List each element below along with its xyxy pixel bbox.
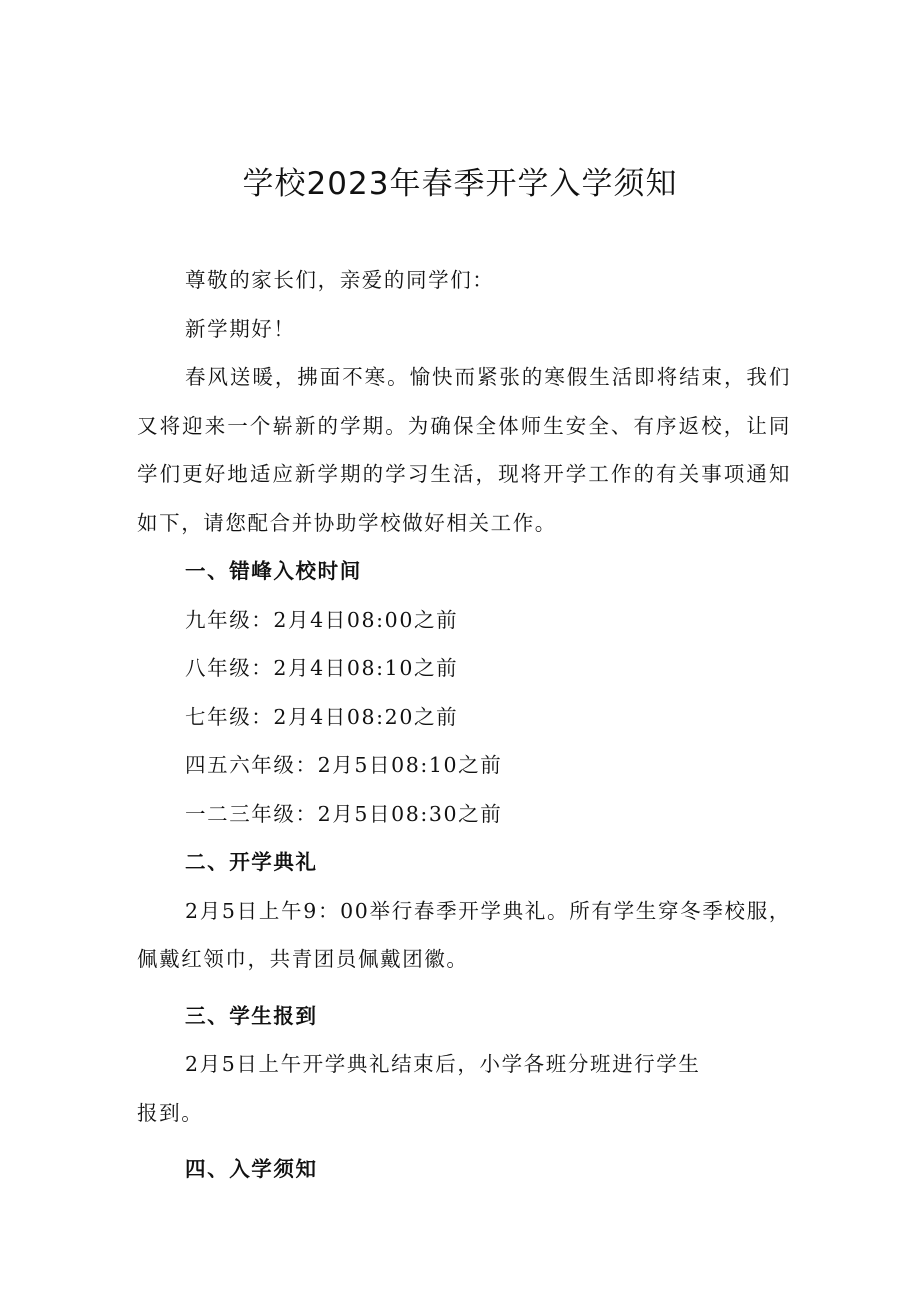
- section-heading-registration: 三、学生报到: [185, 1003, 318, 1028]
- greeting: 尊敬的家长们，亲爱的同学们：: [185, 268, 495, 292]
- entry-time-item: 一二三年级：2月5日08:30之前: [185, 801, 503, 826]
- entry-time-item: 四五六年级：2月5日08:10之前: [185, 753, 503, 777]
- entry-time-item: 八年级：2月4日08:10之前: [185, 656, 459, 680]
- ceremony-paragraph: 2月5日上午9：00举行春季开学典礼。所有学生穿冬季校服，佩戴红领巾，共青团员佩戴团徽。: [137, 898, 791, 971]
- entry-time-item: 七年级：2月4日08:20之前: [185, 704, 459, 729]
- document-title: 学校2023年春季开学入学须知: [242, 166, 678, 202]
- section-heading-entry-time: 一、错峰入校时间: [185, 559, 362, 583]
- registration-line-2: 报到。: [137, 1100, 204, 1125]
- intro-paragraph: 春风送暖，拂面不寒。愉快而紧张的寒假生活即将结束，我们又将迎来一个崭新的学期。为确保全体师生安全、有序返校，让同学们更好地适应新学期的学习生活，现将开学工作的有关事项通知如下，请您配合并协助学校做好相关工作。: [137, 365, 791, 535]
- registration-line-1: 2月5日上午开学典礼结束后，小学各班分班进行学生: [185, 1052, 701, 1076]
- wish: 新学期好！: [185, 316, 296, 341]
- entry-time-item: 九年级：2月4日08:00之前: [185, 607, 459, 632]
- section-heading-admission-notice: 四、入学须知: [185, 1157, 318, 1181]
- section-heading-ceremony: 二、开学典礼: [185, 850, 318, 874]
- document-body: [137, 256, 791, 1194]
